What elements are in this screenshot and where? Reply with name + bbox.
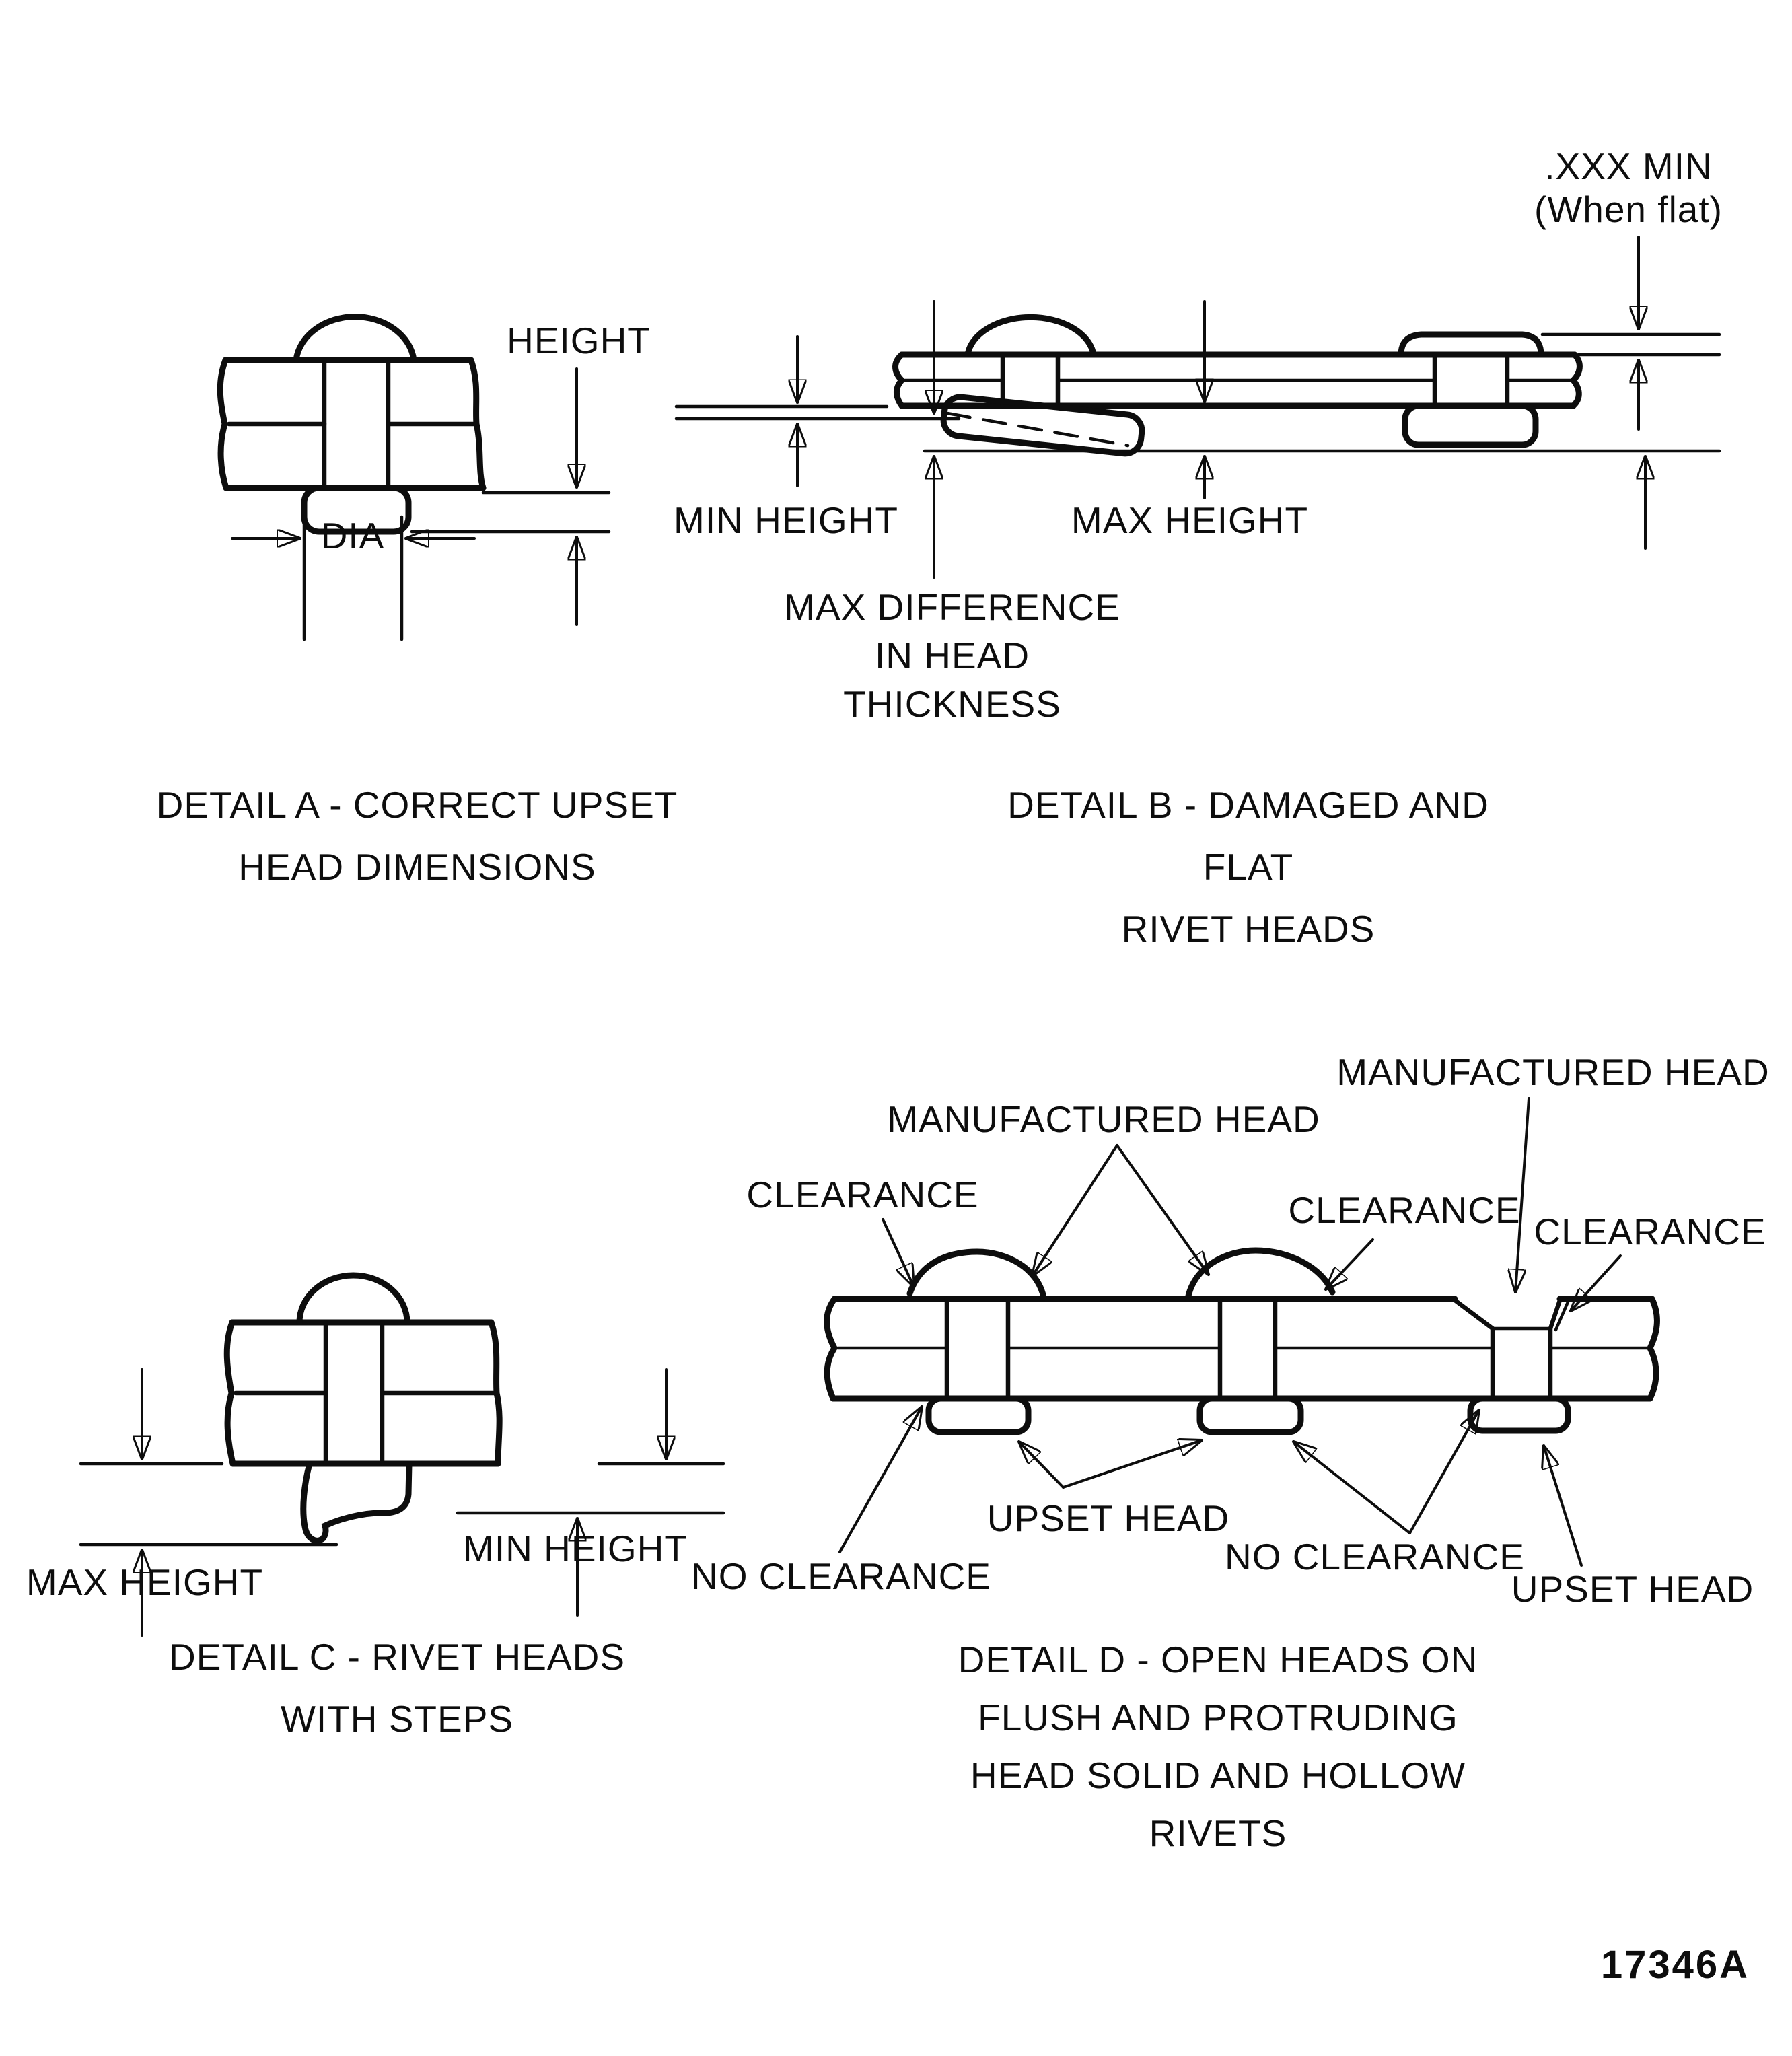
manufactured-head-left-arrow-2 xyxy=(1117,1145,1209,1275)
detail-a-drawing xyxy=(220,317,609,639)
rivet-shank xyxy=(1003,355,1058,406)
max-difference-line-2: IN HEAD xyxy=(874,635,1030,676)
detail-c-max-height-label: MAX HEIGHT xyxy=(26,1561,264,1603)
upset-head-1 xyxy=(929,1398,1028,1432)
clearance-middle-arrow xyxy=(1326,1240,1373,1289)
rivet-shank-3 xyxy=(1493,1328,1550,1398)
detail-a-dia-label: DIA xyxy=(320,515,385,557)
detail-b-max-height-label: MAX HEIGHT xyxy=(1071,499,1309,541)
countersink-left-slant xyxy=(1455,1300,1493,1328)
detail-d-upset-head-center-label: UPSET HEAD xyxy=(987,1497,1230,1539)
figure-number: 17346A xyxy=(1600,1943,1750,1987)
detail-a-caption xyxy=(157,774,678,898)
detail-a-caption-line-2: HEAD DIMENSIONS xyxy=(238,846,596,888)
detail-d-clearance-right-label: CLEARANCE xyxy=(1534,1211,1766,1252)
detail-c-min-height-label: MIN HEIGHT xyxy=(463,1528,688,1569)
detail-d-caption-line-3: HEAD SOLID AND HOLLOW xyxy=(970,1754,1466,1796)
detail-d-clearance-left-label: CLEARANCE xyxy=(746,1174,979,1215)
max-difference-line-1: MAX DIFFERENCE xyxy=(784,586,1120,628)
detail-d-caption xyxy=(958,1631,1478,1862)
upset-head-stepped xyxy=(303,1464,409,1540)
detail-b-caption xyxy=(976,774,1520,960)
upset-head-2 xyxy=(1200,1398,1301,1432)
rivet-shank xyxy=(1435,355,1507,406)
upset-head-center-arrow-2 xyxy=(1063,1440,1202,1487)
detail-a-caption-line-1: DETAIL A - CORRECT UPSET xyxy=(156,784,678,826)
detail-b-min-height-label: MIN HEIGHT xyxy=(674,499,898,541)
rivet-shank-1 xyxy=(947,1299,1008,1398)
no-clearance-right-arrow-2 xyxy=(1410,1410,1479,1533)
plate-edge-left xyxy=(220,360,226,488)
detail-b-xxx-min-label: .XXX MIN xyxy=(1544,145,1713,187)
detail-d-clearance-middle-label: CLEARANCE xyxy=(1288,1189,1521,1231)
upset-head-center-arrow-1 xyxy=(1019,1442,1063,1487)
manufactured-head-damaged xyxy=(968,317,1094,355)
plate-edge-left xyxy=(227,1322,233,1464)
detail-d-caption-line-2: FLUSH AND PROTRUDING xyxy=(978,1697,1458,1738)
detail-d-upset-head-right-label: UPSET HEAD xyxy=(1511,1568,1754,1610)
rivet-shank xyxy=(326,1322,382,1464)
detail-b-caption-line-1: DETAIL B - DAMAGED AND FLAT xyxy=(1007,784,1489,888)
detail-c-caption xyxy=(169,1626,625,1750)
rivet-shank xyxy=(324,360,388,488)
detail-d-no-clearance-right-label: NO CLEARANCE xyxy=(1225,1536,1525,1578)
rivet-shank-2 xyxy=(1220,1299,1275,1398)
manufactured-head xyxy=(296,317,414,360)
detail-d-caption-line-4: RIVETS xyxy=(1149,1812,1287,1854)
detail-d-manufactured-head-right-label: MANUFACTURED HEAD xyxy=(1336,1051,1770,1093)
detail-c-caption-line-1: DETAIL C - RIVET HEADS xyxy=(168,1636,626,1678)
max-difference-line-3: THICKNESS xyxy=(843,683,1061,725)
plate-edge-right xyxy=(1650,1299,1657,1398)
detail-a-height-label: HEIGHT xyxy=(507,320,651,361)
detail-d-no-clearance-left-label: NO CLEARANCE xyxy=(691,1555,991,1597)
detail-d-drawing xyxy=(827,1098,1657,1565)
detail-b-when-flat-label: (When flat) xyxy=(1534,188,1723,230)
upset-head xyxy=(1405,406,1536,445)
plate-edge-right xyxy=(1573,355,1579,406)
clearance-right-arrow xyxy=(1571,1256,1620,1311)
no-clearance-right-arrow-1 xyxy=(1293,1442,1410,1533)
manufactured-head-1 xyxy=(910,1252,1044,1298)
manufactured-head xyxy=(299,1275,407,1322)
detail-c-caption-line-2: WITH STEPS xyxy=(280,1698,514,1740)
detail-d-manufactured-head-left-label: MANUFACTURED HEAD xyxy=(887,1098,1320,1140)
plate-edge-left xyxy=(827,1299,834,1398)
detail-d-caption-line-1: DETAIL D - OPEN HEADS ON xyxy=(958,1639,1478,1680)
detail-b-max-difference-label xyxy=(784,583,1120,728)
no-clearance-left-arrow xyxy=(840,1407,922,1552)
upset-head-right-arrow xyxy=(1544,1446,1581,1565)
manufactured-head-left-arrow-1 xyxy=(1032,1145,1117,1276)
clearance-left-arrow xyxy=(883,1219,914,1287)
upset-head-3 xyxy=(1470,1398,1568,1431)
detail-b-caption-line-2: RIVET HEADS xyxy=(1121,908,1375,950)
plate-edge-left xyxy=(896,355,902,406)
